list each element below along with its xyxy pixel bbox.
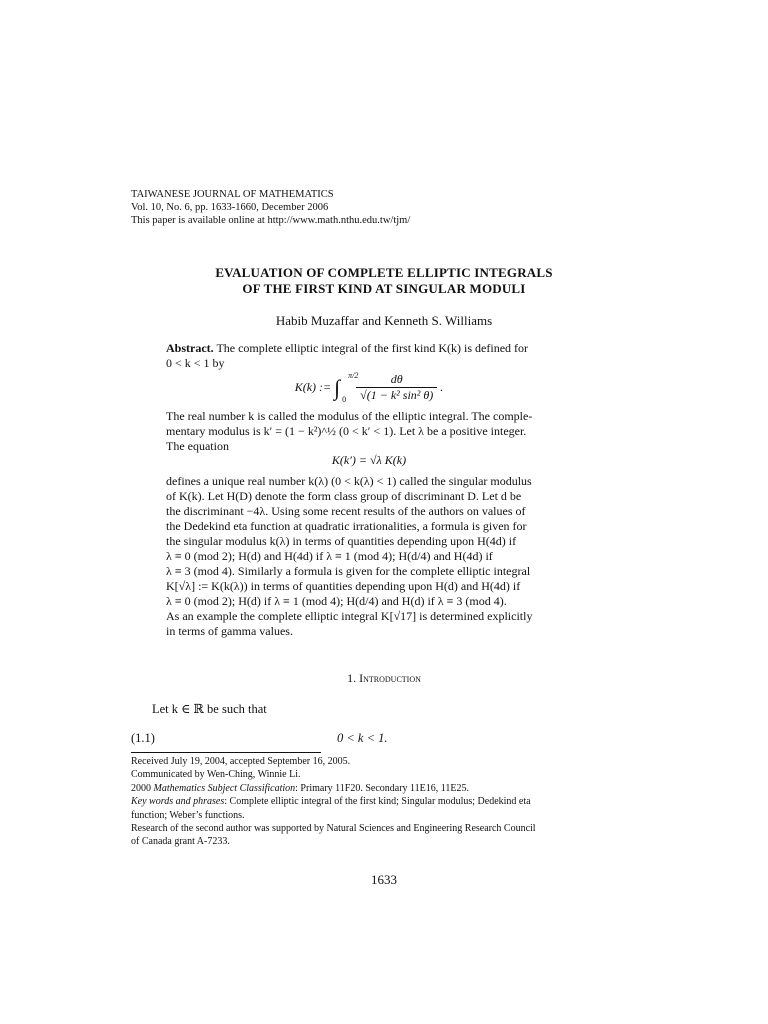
footnote-support-2: of Canada grant A-7233. xyxy=(131,836,230,848)
eq1-end: . xyxy=(440,380,444,394)
equation-integral xyxy=(166,372,572,408)
integral-sign: ∫ π/2 0 xyxy=(334,370,359,404)
footnote-msc xyxy=(131,782,611,795)
abstract-para2-line1: The real number k is called the modulus of the elliptic integral. The comple- xyxy=(166,409,533,423)
equation-singular: K(k′) = √λ K(k) xyxy=(331,453,407,467)
msc-year: 2000 xyxy=(131,782,151,794)
eq1-fraction xyxy=(356,372,437,403)
eq1-denominator: √(1 − k² sin² θ) xyxy=(360,388,434,402)
eq1-lhs: K(k) := xyxy=(294,380,332,394)
footnote-rule xyxy=(131,752,321,753)
abstract-para3 xyxy=(166,474,572,639)
abstract-para3-line: λ ≡ 3 (mod 4). Similarly a formula is given for the complete elliptic integral xyxy=(166,564,531,578)
abstract-para3-line: K[√λ] := K(k(λ)) in terms of quantities depending upon H(d) and H(4d) if xyxy=(166,579,521,593)
abstract-para3-line: λ ≡ 0 (mod 2); H(d) and H(4d) if λ ≡ 1 (mod 4); H(d/4) and H(4d) if xyxy=(166,549,493,563)
abstract-para3-line: in terms of gamma values. xyxy=(166,624,293,638)
eq1-lower-limit: 0 xyxy=(342,394,347,404)
abstract-intro-text: The complete elliptic integral of the first kind K(k) is defined for xyxy=(216,341,529,355)
authors: Habib Muzaffar and Kenneth S. Williams xyxy=(275,313,493,328)
abstract-para3-line: the discriminant −4λ. Using some recent results of the authors on values of xyxy=(166,504,526,518)
abstract-label: Abstract. xyxy=(166,341,214,355)
abstract-para3-line: As an example the complete elliptic integral K[√17] is determined explicitly xyxy=(166,609,533,623)
keywords-label: Key words and phrases xyxy=(131,796,225,808)
body-line: Let k ∈ ℝ be such that xyxy=(152,702,267,716)
abstract-para3-line: λ ≡ 0 (mod 2); H(d) if λ ≡ 1 (mod 4); H(d/4) and H(d) if λ ≡ 3 (mod 4). xyxy=(166,594,507,608)
section-heading xyxy=(0,671,768,686)
footnote-support-1: Research of the second author was supported by Natural Sciences and Engineering Research Council xyxy=(131,823,536,835)
abstract-para3-line: the Dedekind eta function at quadratic irrationalities, a formula is given for xyxy=(166,519,527,533)
footnote-keywords xyxy=(131,795,611,808)
abstract-para2-line2: mentary modulus is k′ = (1 − k²)^½ (0 < k′ < 1). Let λ be a positive integer. xyxy=(166,424,527,438)
page-number: 1633 xyxy=(371,872,397,887)
keywords-value: : Complete elliptic integral of the first kind; Singular modulus; Dedekind eta xyxy=(224,796,531,808)
journal-availability: This paper is available online at http://www.math.nthu.edu.tw/tjm/ xyxy=(131,215,411,226)
title-line-1: EVALUATION OF COMPLETE ELLIPTIC INTEGRALS xyxy=(215,265,553,280)
journal-name: TAIWANESE JOURNAL OF MATHEMATICS xyxy=(131,189,334,200)
abstract-para2-line3: The equation xyxy=(166,439,229,453)
section-number: 1. xyxy=(347,671,357,685)
equation-1-1: 0 < k < 1. xyxy=(337,731,388,745)
section-name: Introduction xyxy=(359,671,421,685)
eq1-upper-limit: π/2 xyxy=(348,370,359,380)
abstract-para2 xyxy=(166,409,572,454)
footnote-received: Received July 19, 2004, accepted September 16, 2005. xyxy=(131,756,351,767)
msc-label: Mathematics Subject Classification xyxy=(153,782,296,794)
title-line-2: OF THE FIRST KIND AT SINGULAR MODULI xyxy=(242,281,526,296)
abstract-para3-line: of K(k). Let H(D) denote the form class group of discriminant D. Let d be xyxy=(166,489,522,503)
footnote-communicated: Communicated by Wen-Ching, Winnie Li. xyxy=(131,769,301,781)
abstract-para3-line: defines a unique real number k(λ) (0 < k(λ) < 1) called the singular modulus xyxy=(166,474,532,488)
paper-title xyxy=(0,265,768,297)
footnotes xyxy=(131,755,611,849)
abstract-intro-range: 0 < k < 1 by xyxy=(166,356,225,370)
journal-header xyxy=(131,188,410,227)
abstract-para3-line: the singular modulus k(λ) in terms of quantities depending upon H(4d) if xyxy=(166,534,517,548)
abstract-intro xyxy=(166,341,572,356)
journal-volume: Vol. 10, No. 6, pp. 1633-1660, December 2006 xyxy=(131,202,329,213)
footnote-keywords-cont: function; Weber’s functions. xyxy=(131,809,245,821)
msc-value: : Primary 11F20. Secondary 11E16, 11E25. xyxy=(295,782,470,794)
eq1-numerator: dθ xyxy=(356,372,437,388)
equation-label: (1.1) xyxy=(131,731,155,745)
